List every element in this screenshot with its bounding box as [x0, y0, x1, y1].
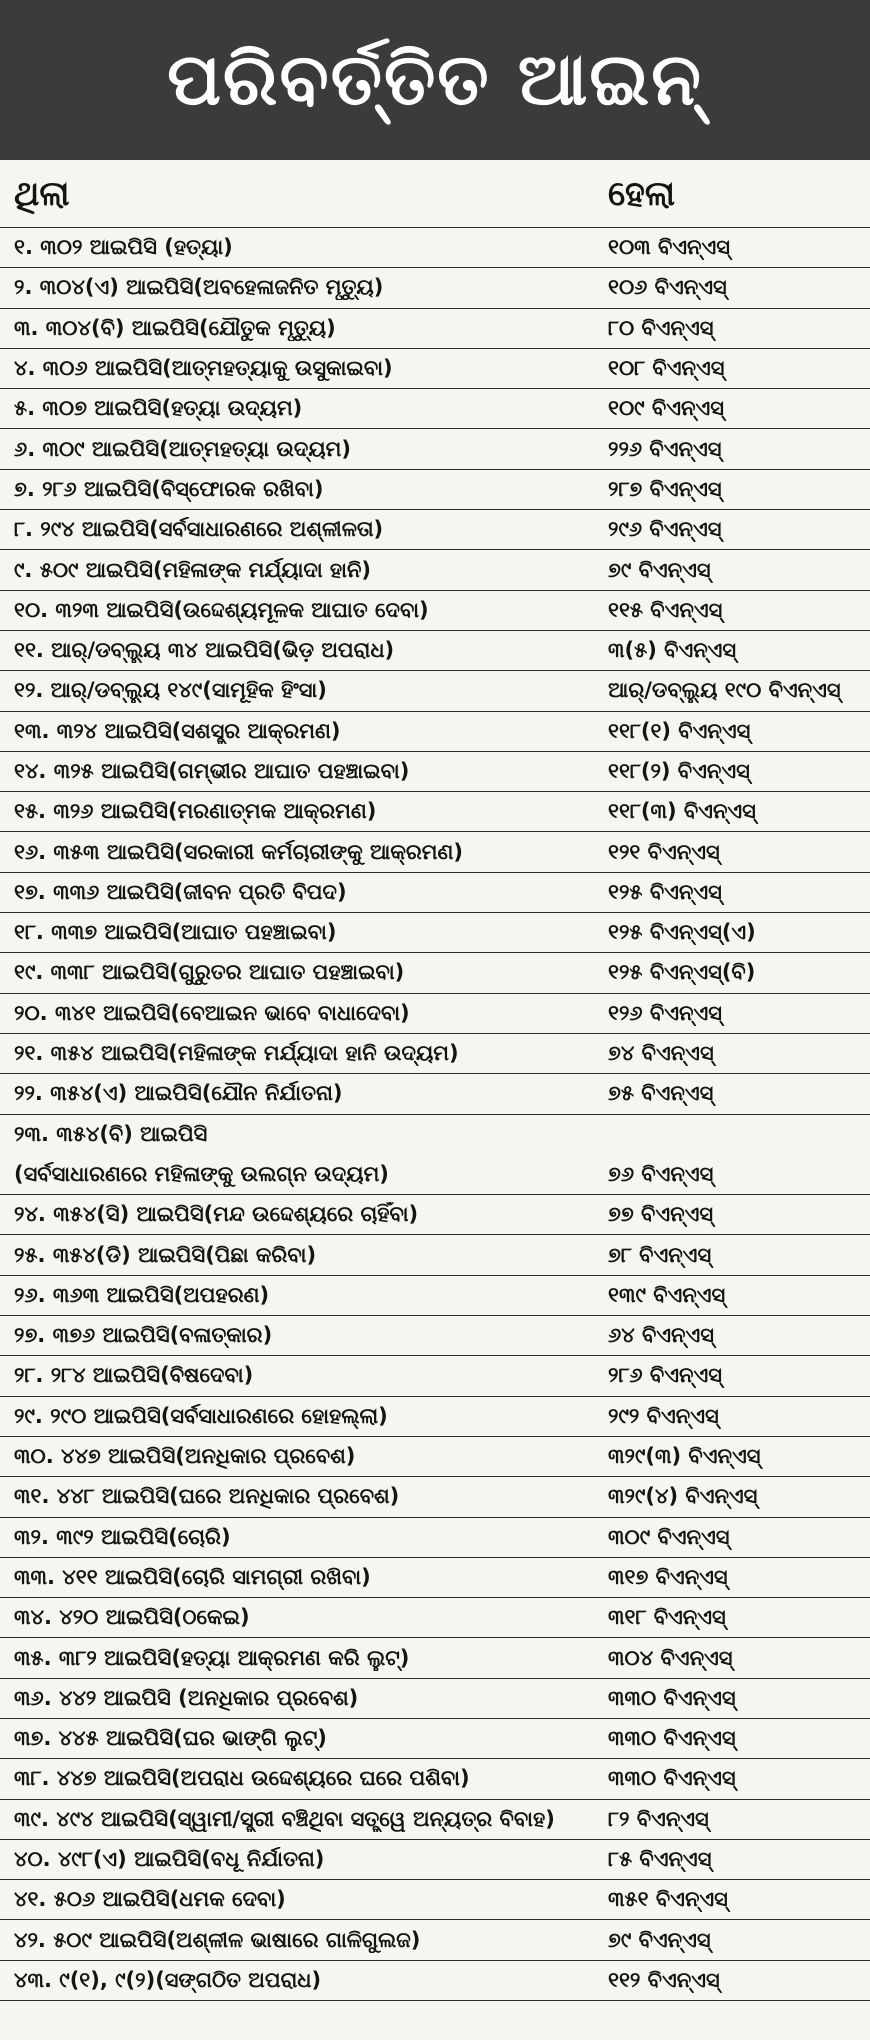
new-section-cell: ୭୪ ବିଏନ୍ଏସ୍	[608, 1041, 714, 1066]
old-section-cell: ୭. ୨୮୬ ଆଇପିସି(ବିସ୍ଫୋରକ ରଖିବା)	[14, 476, 324, 501]
table-row	[0, 1840, 870, 1880]
table-row	[0, 1518, 870, 1558]
old-section-cell: ୧୭. ୩୩୬ ଆଇପିସି(ଜୀବନ ପ୍ରତି ବିପଦ)	[14, 879, 347, 904]
table-row	[0, 510, 870, 550]
table-row	[0, 429, 870, 469]
table-row	[0, 470, 870, 510]
old-section-cell: ୯. ୫୦୯ ଆଇପିସି(ମହିଳାଙ୍କ ମର୍ଯ୍ୟାଦା ହାନି)	[14, 557, 372, 582]
table-row	[0, 1598, 870, 1638]
new-section-cell: ୩୨୯(୪) ବିଏନ୍ଏସ୍	[608, 1484, 758, 1509]
new-section-cell: ୧୧୮(୨) ବିଏନ୍ଏସ୍	[608, 759, 750, 783]
old-section-cell: ୧୮. ୩୩୭ ଆଇପିସି(ଆଘାତ ପହଞ୍ଚାଇବା)	[14, 920, 337, 945]
table-row	[0, 712, 870, 752]
table-row	[0, 591, 870, 631]
new-section-cell: ୭୯ ବିଏନ୍ଏସ୍	[608, 557, 711, 582]
table-row	[0, 1437, 870, 1477]
table-row	[0, 1356, 870, 1396]
old-section-cell: ୩୨. ୩୯୨ ଆଇପିସି(ଚୋରି)	[14, 1524, 231, 1549]
old-section-cell: ୨୦. ୩୪୧ ଆଇପିସି(ବେଆଇନ ଭାବେ ବାଧାଦେବା)	[14, 1000, 410, 1025]
table-row	[0, 349, 870, 389]
old-section-cell: ୨୧. ୩୫୪ ଆଇପିସି(ମହିଳାଙ୍କ ମର୍ଯ୍ୟାଦା ହାନି ଉଦ୍ୟମ)	[14, 1041, 459, 1066]
table-row	[0, 309, 870, 349]
old-section-cell: ୩୧. ୪୪୮ ଆଇପିସି(ଘରେ ଅନଧିକାର ପ୍ରବେଶ)	[14, 1484, 400, 1509]
new-section-cell: ୧୧୫ ବିଏନ୍ଏସ୍	[608, 597, 723, 622]
table-row	[0, 1558, 870, 1598]
old-section-cell: ୨୬. ୩୬୩ ଆଇପିସି(ଅପହରଣ)	[14, 1282, 270, 1307]
new-section-cell: ୩୩୦ ବିଏନ୍ଏସ୍	[608, 1766, 736, 1791]
table-row	[0, 1074, 870, 1114]
table-row	[0, 1397, 870, 1437]
new-section-cell: ୧୦୩ ବିଏନ୍ଏସ୍	[608, 235, 730, 260]
new-section-cell: ୩୨୯(୩) ବିଏନ୍ଏସ୍	[608, 1444, 761, 1469]
column-header-before: ଥିଲା	[14, 173, 70, 214]
old-section-cell: ୨୪. ୩୫୪(ସି) ଆଇପିସି(ମନ୍ଦ ଉଦ୍ଦେଶ୍ୟରେ ଚାହିଁବା)	[14, 1202, 419, 1227]
new-section-cell: ୧୧୨ ବିଏନ୍ଏସ୍	[608, 1967, 720, 1992]
table-row	[0, 1034, 870, 1074]
old-section-cell: ୧୯. ୩୩୮ ଆଇପିସି(ଗୁରୁତର ଆଘାତ ପହଞ୍ଚାଇବା)	[14, 960, 405, 985]
old-section-cell: ୪୨. ୫୦୯ ଆଇପିସି(ଅଶ୍ଳୀଳ ଭାଷାରେ ଗାଳିଗୁଲଜ)	[14, 1927, 421, 1952]
old-section-cell: ୩୬. ୪୪୨ ଆଇପିସି (ଅନଧିକାର ପ୍ରବେଶ)	[14, 1685, 359, 1710]
table-row	[0, 1235, 870, 1275]
old-section-cell: ୮. ୨୯୪ ଆଇପିସି(ସର୍ବସାଧାରଣରେ ଅଶ୍ଳୀଳତା)	[14, 517, 384, 542]
old-section-cell: ୩. ୩୦୪(ବି) ଆଇପିସି(ଯୌତୁକ ମୃତ୍ୟୁ)	[14, 315, 336, 340]
table-row	[0, 994, 870, 1034]
new-section-cell: ୨୨୬ ବିଏନ୍ଏସ୍	[608, 436, 722, 461]
old-section-cell: ୧୬. ୩୫୩ ଆଇପିସି(ସରକାରୀ କର୍ମଚାରୀଙ୍କୁ ଆକ୍ରମଣ)	[14, 839, 463, 864]
new-section-cell: ୧୨୬ ବିଏନ୍ଏସ୍	[608, 1000, 722, 1025]
table-row	[0, 1679, 870, 1719]
old-section-cell: ୪୧. ୫୦୬ ଆଇପିସି(ଧମକ ଦେବା)	[14, 1887, 286, 1912]
new-section-cell: ୮୫ ବିଏନ୍ଏସ୍	[608, 1847, 712, 1872]
table-row	[0, 389, 870, 429]
old-section-cell: ୫. ୩୦୭ ଆଇପିସି(ହତ୍ୟା ଉଦ୍ୟମ)	[14, 396, 303, 421]
new-section-cell: ୬୪ ବିଏନ୍ଏସ୍	[608, 1323, 714, 1348]
column-header-after: ହେଲା	[608, 173, 676, 214]
new-section-cell: ୧୧୮(୧) ବିଏନ୍ଏସ୍	[608, 718, 751, 743]
new-section-cell: ୧୨୫ ବିଏନ୍ଏସ୍	[608, 879, 722, 904]
old-section-cell: ୨. ୩୦୪(ଏ) ଆଇପିସି(ଅବହେଳାଜନିତ ମୃତ୍ୟୁ)	[14, 275, 384, 300]
old-section-cell: ୧୧. ଆର୍/ଡବ୍ଲ୍ୟୁ ୩୪ ଆଇପିସି(ଭିଡ଼ ଅପରାଧ)	[14, 638, 395, 663]
old-section-cell: ୨୮. ୨୮୪ ଆଇପିସି(ବିଷଦେବା)	[14, 1363, 254, 1388]
new-section-cell: ୧୧୮(୩) ବିଏନ୍ଏସ୍	[608, 799, 756, 824]
table-row	[0, 1276, 870, 1316]
new-section-cell: ୩୫୧ ବିଏନ୍ଏସ୍	[608, 1887, 728, 1912]
table-row	[0, 1316, 870, 1356]
old-section-cell: ୧୨. ଆର୍/ଡବ୍ଲ୍ୟୁ ୧୪୯(ସାମୂହିକ ହିଂସା)	[14, 678, 327, 703]
table-row	[0, 268, 870, 308]
old-section-cell: ୨୨. ୩୫୪(ଏ) ଆଇପିସି(ଯୌନ ନିର୍ଯାତନା)	[14, 1081, 343, 1106]
table-body	[0, 228, 870, 2001]
table-row	[0, 1477, 870, 1517]
new-section-cell: ୩୦୪ ବିଏନ୍ଏସ୍	[608, 1645, 733, 1670]
table-row	[0, 1920, 870, 1960]
old-section-cell: ୨୩. ୩୫୪(ବି) ଆଇପିସି	[14, 1122, 208, 1147]
new-section-cell: ୧୩୯ ବିଏନ୍ଏସ୍	[608, 1282, 726, 1307]
new-section-cell: ୭୬ ବିଏନ୍ଏସ୍	[608, 1161, 714, 1186]
old-section-cell: ୨୯. ୨୯୦ ଆଇପିସି(ସର୍ବସାଧାରଣରେ ହୋହଲ୍ଲା)	[14, 1403, 388, 1428]
old-section-cell: ୧୫. ୩୨୬ ଆଇପିସି(ମରଣାତ୍ମକ ଆକ୍ରମଣ)	[14, 799, 377, 824]
table-row	[0, 1719, 870, 1759]
new-section-cell: ୮୨ ବିଏନ୍ଏସ୍	[608, 1806, 709, 1831]
table-row	[0, 550, 870, 590]
table-row	[0, 1638, 870, 1678]
table-row	[0, 832, 870, 872]
page-title: ପରିବର୍ତ୍ତିତ ଆଇନ୍	[167, 37, 703, 121]
table-row	[0, 792, 870, 832]
new-section-cell: ଆର୍/ଡବ୍ଲ୍ୟୁ ୧୯୦ ବିଏନ୍ଏସ୍	[608, 678, 841, 703]
old-section-cell: ୨୭. ୩୭୬ ଆଇପିସି(ବଳାତ୍କାର)	[14, 1323, 273, 1348]
table-row	[0, 671, 870, 711]
new-section-cell: ୭୫ ବିଏନ୍ଏସ୍	[608, 1081, 714, 1106]
old-section-cell: ୧୩. ୩୨୪ ଆଇପିସି(ସଶସ୍ତ୍ର ଆକ୍ରମଣ)	[14, 718, 341, 743]
new-section-cell: ୭୯ ବିଏନ୍ଏସ୍	[608, 1927, 711, 1952]
old-section-cell: ୩୪. ୪୨୦ ଆଇପିସି(ଠକେଇ)	[14, 1605, 250, 1630]
old-section-cell: ୩୯. ୪୯୪ ଆଇପିସି(ସ୍ୱାମୀ/ସ୍ତ୍ରୀ ବଞ୍ଚିଥିବା ସତ୍ତ୍ୱେ ଅନ୍ୟତ୍ର ବିବାହ)	[14, 1806, 555, 1831]
new-section-cell: ୨୮୭ ବିଏନ୍ଏସ୍	[608, 476, 722, 501]
old-section-cell: ୩୫. ୩୮୨ ଆଇପିସି(ହତ୍ୟା ଆକ୍ରମଣ କରି ଲୁଟ୍)	[14, 1645, 410, 1670]
table-row	[0, 631, 870, 671]
new-section-cell: ୧୦୮ ବିଏନ୍ଏସ୍	[608, 356, 725, 381]
old-section-cell: ୩୮. ୪୪୭ ଆଇପିସି(ଅପରାଧ ଉଦ୍ଦେଶ୍ୟରେ ଘରେ ପଶିବା)	[14, 1766, 470, 1791]
table-row	[0, 1155, 870, 1195]
old-section-cell: ୨୫. ୩୫୪(ଡି) ଆଇପିସି(ପିଛା କରିବା)	[14, 1242, 317, 1267]
new-section-cell: ୭୭ ବିଏନ୍ଏସ୍	[608, 1202, 714, 1227]
new-section-cell: ୧୦୯ ବିଏନ୍ଏସ୍	[608, 396, 724, 421]
table-row	[0, 752, 870, 792]
table-row	[0, 1800, 870, 1840]
table-row	[0, 1115, 870, 1155]
new-section-cell: ୨୯୨ ବିଏନ୍ଏସ୍	[608, 1403, 719, 1428]
table-row	[0, 953, 870, 993]
new-section-cell: ୭୮ ବିଏନ୍ଏସ୍	[608, 1242, 712, 1267]
table-row	[0, 1880, 870, 1920]
old-section-cell: ୧୪. ୩୨୫ ଆଇପିସି(ଗମ୍ଭୀର ଆଘାତ ପହଞ୍ଚାଇବା)	[14, 759, 410, 783]
new-section-cell: ୩୧୭ ବିଏନ୍ଏସ୍	[608, 1564, 728, 1589]
old-section-cell: ୪. ୩୦୬ ଆଇପିସି(ଆତ୍ମହତ୍ୟାକୁ ଉସୁକାଇବା)	[14, 356, 393, 381]
new-section-cell: ୧୨୫ ବିଏନ୍ଏସ୍(ବି)	[608, 960, 756, 985]
old-section-cell: ୩୩. ୪୧୧ ଆଇପିସି(ଚୋରି ସାମଗ୍ରୀ ରଖିବା)	[14, 1564, 371, 1589]
new-section-cell: ୩୧୮ ବିଏନ୍ଏସ୍	[608, 1605, 726, 1630]
table-row	[0, 1759, 870, 1799]
table-row	[0, 228, 870, 268]
new-section-cell: ୧୦୬ ବିଏନ୍ଏସ୍	[608, 275, 727, 300]
new-section-cell: ୧୨୧ ବିଏନ୍ଏସ୍	[608, 839, 720, 864]
law-comparison-table	[0, 160, 870, 2001]
old-section-cell: ୧. ୩୦୨ ଆଇପିସି (ହତ୍ୟା)	[14, 235, 233, 260]
new-section-cell: ୩୦୯ ବିଏନ୍ଏସ୍	[608, 1524, 730, 1549]
table-header-row	[0, 160, 870, 228]
new-section-cell: ୩୩୦ ବିଏନ୍ଏସ୍	[608, 1726, 736, 1751]
header-banner	[0, 0, 870, 160]
table-row	[0, 1961, 870, 2001]
table-row	[0, 913, 870, 953]
old-section-cell: ୬. ୩୦୯ ଆଇପିସି(ଆତ୍ମହତ୍ୟା ଉଦ୍ୟମ)	[14, 436, 351, 461]
old-section-cell: ୪୩. ୯(୧), ୯(୨)(ସଙ୍ଗଠିତ ଅପରାଧ)	[14, 1967, 322, 1992]
new-section-cell: ୨୯୬ ବିଏନ୍ଏସ୍	[608, 517, 722, 542]
old-section-cell: ୩୦. ୪୪୭ ଆଇପିସି(ଅନଧିକାର ପ୍ରବେଶ)	[14, 1444, 356, 1469]
table-row	[0, 873, 870, 913]
old-section-cell: ୪୦. ୪୯୮(ଏ) ଆଇପିସି(ବଧୂ ନିର୍ଯାତନା)	[14, 1847, 325, 1872]
new-section-cell: ୩(୫) ବିଏନ୍ଏସ୍	[608, 638, 737, 663]
old-section-cell: (ସର୍ବସାଧାରଣରେ ମହିଳାଙ୍କୁ ଉଲଗ୍ନ ଉଦ୍ୟମ)	[14, 1161, 389, 1186]
old-section-cell: ୧୦. ୩୨୩ ଆଇପିସି(ଉଦ୍ଦେଶ୍ୟମୂଳକ ଆଘାତ ଦେବା)	[14, 597, 429, 622]
new-section-cell: ୨୮୬ ବିଏନ୍ଏସ୍	[608, 1363, 722, 1388]
new-section-cell: ୮୦ ବିଏନ୍ଏସ୍	[608, 315, 714, 340]
new-section-cell: ୧୨୫ ବିଏନ୍ଏସ୍(ଏ)	[608, 920, 756, 945]
old-section-cell: ୩୭. ୪୪୫ ଆଇପିସି(ଘର ଭାଙ୍ଗି ଲୁଟ୍)	[14, 1726, 327, 1751]
table-row	[0, 1195, 870, 1235]
new-section-cell: ୩୩୦ ବିଏନ୍ଏସ୍	[608, 1685, 736, 1710]
